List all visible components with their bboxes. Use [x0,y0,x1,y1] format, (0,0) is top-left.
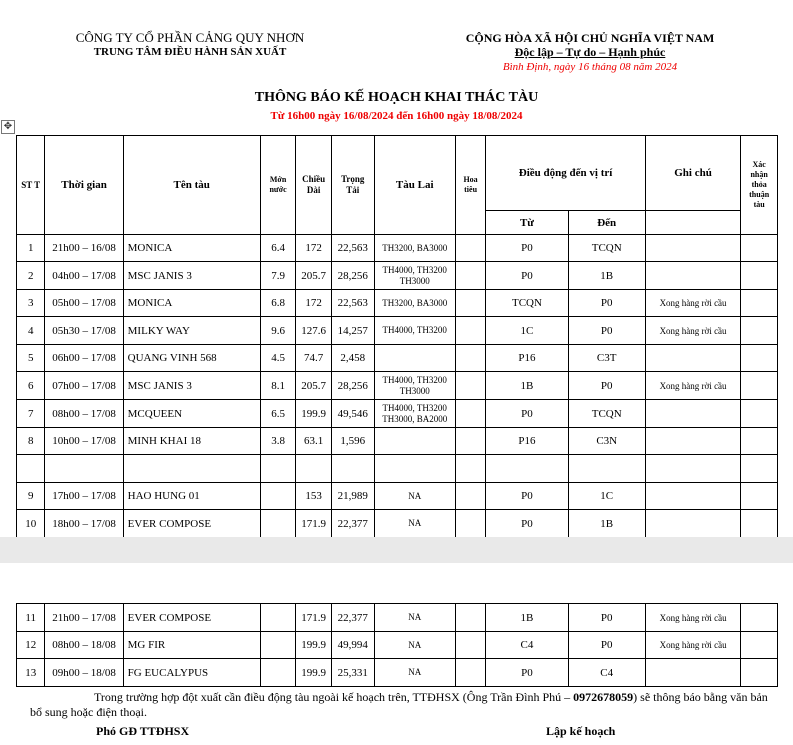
cell-note: Xong hàng rời cầu [645,372,741,400]
cell-pilot [455,455,485,483]
col-ship-header: Tên tàu [123,136,260,235]
cell-time: 08h00 – 18/08 [45,632,123,659]
cell-confirm [741,455,778,483]
cell-pilot [455,400,485,428]
cell-draft: 9.6 [260,317,296,345]
col-tug-header: Tàu Lai [374,136,455,235]
cell-draft: 7.9 [260,262,296,290]
cell-pilot [455,604,485,632]
cell-ship [123,455,260,483]
col-length-header: Chiều Dài [296,136,332,235]
col-note-subheader [645,211,741,235]
cell-confirm [741,510,778,538]
document-date: Bình Định, ngày 16 tháng 08 năm 2024 [502,61,678,73]
cell-from: P0 [486,235,568,262]
cell-note: Xong hàng rời cầu [645,290,741,317]
cell-note [645,659,741,687]
cell-confirm [741,290,778,317]
cell-time: 07h00 – 17/08 [45,372,123,400]
col-note-header: Ghi chú [645,136,741,211]
footer-text-before: Trong trường hợp đột xuất cần điều động tàu ngoài kế hoạch trên, TTĐHSX (Ông Trần Đình Phú – [94,690,574,704]
cell-pilot [455,235,485,262]
cell-ship: MSC JANIS 3 [123,262,260,290]
cell-to [568,455,645,483]
cell-length: 153 [296,483,332,510]
cell-tonnage: 49,546 [331,400,374,428]
cell-note [645,428,741,455]
cell-length: 63.1 [296,428,332,455]
signature-deputy-director: Phó GĐ TTĐHSX [96,724,190,738]
cell-length: 171.9 [296,510,332,538]
cell-stt: 9 [17,483,45,510]
col-confirm-header: Xác nhận thỏa thuận tàu [741,136,778,235]
cell-length: 127.6 [296,317,332,345]
cell-tonnage [331,455,374,483]
cell-length [296,455,332,483]
cell-time: 18h00 – 17/08 [45,510,123,538]
table-row [17,235,778,262]
cell-tonnage: 22,563 [331,235,374,262]
cell-ship: MILKY WAY [123,317,260,345]
footer-text-after: ) sẽ thông báo bằng văn bản bổ sung hoặc điện thoại. [30,690,768,719]
col-move-header: Điều động đến vị trí [486,136,646,211]
cell-tug: TH4000, TH3200 TH3000 [374,372,455,400]
cell-tonnage: 49,994 [331,632,374,659]
table-row [17,290,778,317]
table-row [17,372,778,400]
cell-confirm [741,400,778,428]
cell-from: 1B [486,372,568,400]
cell-stt: 2 [17,262,45,290]
cell-confirm [741,483,778,510]
footer-phone: 0972678059 [573,690,634,704]
cell-from: P0 [486,262,568,290]
cell-pilot [455,510,485,538]
col-time-header: Thời gian [45,136,123,235]
cell-ship: FG EUCALYPUS [123,659,260,687]
cell-from: P16 [486,428,568,455]
cell-length: 199.9 [296,632,332,659]
table-row [17,483,778,510]
cell-confirm [741,262,778,290]
cell-draft: 3.8 [260,428,296,455]
cell-draft [260,659,296,687]
cell-pilot [455,345,485,372]
cell-draft [260,455,296,483]
cell-note [645,262,741,290]
cell-from: P0 [486,659,568,687]
cell-pilot [455,317,485,345]
cell-stt: 10 [17,510,45,538]
cell-to: C3N [568,428,645,455]
cell-time: 08h00 – 17/08 [45,400,123,428]
signature-planner: Lập kế hoạch [546,724,616,738]
cell-time: 06h00 – 17/08 [45,345,123,372]
cell-from: P0 [486,400,568,428]
footer-note [30,690,770,720]
cell-from: P0 [486,483,568,510]
cell-time: 21h00 – 17/08 [45,604,123,632]
table-row [17,632,778,659]
cell-tug: NA [374,510,455,538]
table-move-handle-icon[interactable]: ✥ [1,120,15,134]
cell-tonnage: 22,563 [331,290,374,317]
cell-to: P0 [568,290,645,317]
cell-stt: 13 [17,659,45,687]
cell-from: 1C [486,317,568,345]
cell-tug: NA [374,483,455,510]
cell-ship: MSC JANIS 3 [123,372,260,400]
table-header-row [17,136,778,211]
cell-draft [260,483,296,510]
cell-to: P0 [568,317,645,345]
cell-ship: MINH KHAI 18 [123,428,260,455]
cell-tug: NA [374,604,455,632]
cell-pilot [455,262,485,290]
national-header [420,31,760,59]
table-row [17,455,778,483]
cell-note [645,345,741,372]
cell-tonnage: 22,377 [331,604,374,632]
cell-ship: EVER COMPOSE [123,510,260,538]
cell-ship: MG FIR [123,632,260,659]
col-pilot-header: Hoa tiêu [455,136,485,235]
table-row [17,604,778,632]
cell-tug: NA [374,632,455,659]
cell-draft: 6.8 [260,290,296,317]
cell-pilot [455,632,485,659]
cell-time: 04h00 – 17/08 [45,262,123,290]
cell-pilot [455,659,485,687]
cell-stt [17,455,45,483]
cell-from: P16 [486,345,568,372]
table-row [17,317,778,345]
cell-tug [374,455,455,483]
cell-to: TCQN [568,235,645,262]
cell-time: 09h00 – 18/08 [45,659,123,687]
cell-time [45,455,123,483]
cell-to: 1B [568,262,645,290]
col-from-header: Từ [486,211,568,235]
cell-note [645,483,741,510]
cell-length: 172 [296,235,332,262]
document-title: THÔNG BÁO KẾ HOẠCH KHAI THÁC TÀU [254,90,539,105]
cell-tug: TH4000, TH3200 [374,317,455,345]
cell-note [645,455,741,483]
cell-note [645,510,741,538]
cell-confirm [741,235,778,262]
cell-length: 74.7 [296,345,332,372]
cell-draft [260,632,296,659]
nation-motto: Độc lập – Tự do – Hạnh phúc [514,45,666,59]
cell-length: 199.9 [296,659,332,687]
cell-pilot [455,483,485,510]
cell-from [486,455,568,483]
cell-draft: 4.5 [260,345,296,372]
cell-time: 05h00 – 17/08 [45,290,123,317]
cell-ship: MCQUEEN [123,400,260,428]
cell-stt: 11 [17,604,45,632]
cell-note: Xong hàng rời cầu [645,632,741,659]
cell-length: 199.9 [296,400,332,428]
cell-ship: MONICA [123,235,260,262]
schedule-table [16,135,778,538]
document-subtitle: Từ 16h00 ngày 16/08/2024 đến 16h00 ngày 18/08/2024 [270,110,523,122]
cell-to: C4 [568,659,645,687]
cell-length: 171.9 [296,604,332,632]
cell-to: 1B [568,510,645,538]
cell-confirm [741,659,778,687]
cell-stt: 4 [17,317,45,345]
cell-pilot [455,428,485,455]
cell-length: 172 [296,290,332,317]
col-stt-header: ST T [17,136,45,235]
cell-ship: EVER COMPOSE [123,604,260,632]
cell-tug: TH3200, BA3000 [374,235,455,262]
col-to-header: Đến [568,211,645,235]
cell-tonnage: 28,256 [331,372,374,400]
cell-confirm [741,632,778,659]
cell-time: 21h00 – 16/08 [45,235,123,262]
cell-to: P0 [568,632,645,659]
cell-tug: NA [374,659,455,687]
cell-ship: MONICA [123,290,260,317]
cell-length: 205.7 [296,372,332,400]
cell-draft [260,510,296,538]
table-row [17,400,778,428]
cell-stt: 3 [17,290,45,317]
cell-confirm [741,317,778,345]
cell-tonnage: 25,331 [331,659,374,687]
table-row [17,510,778,538]
cell-length: 205.7 [296,262,332,290]
col-draft-header: Mớn nước [260,136,296,235]
cell-to: 1C [568,483,645,510]
cell-stt: 1 [17,235,45,262]
cell-draft: 8.1 [260,372,296,400]
cell-stt: 12 [17,632,45,659]
table-row [17,428,778,455]
cell-ship: HAO HUNG 01 [123,483,260,510]
cell-confirm [741,372,778,400]
cell-tug [374,428,455,455]
cell-from: C4 [486,632,568,659]
cell-from: 1B [486,604,568,632]
cell-stt: 7 [17,400,45,428]
page-break [0,537,793,563]
cell-stt: 6 [17,372,45,400]
col-tonnage-header: Trọng Tải [331,136,374,235]
cell-tug: TH4000, TH3200 TH3000, BA2000 [374,400,455,428]
cell-to: P0 [568,604,645,632]
cell-tonnage: 21,989 [331,483,374,510]
cell-tonnage: 28,256 [331,262,374,290]
cell-to: C3T [568,345,645,372]
cell-from: TCQN [486,290,568,317]
cell-time: 05h30 – 17/08 [45,317,123,345]
cell-confirm [741,428,778,455]
cell-note [645,400,741,428]
cell-confirm [741,345,778,372]
cell-tonnage: 1,596 [331,428,374,455]
company-name: CÔNG TY CỔ PHẦN CẢNG QUY NHƠN [75,30,305,45]
cell-pilot [455,372,485,400]
table-row [17,345,778,372]
cell-tug: TH3200, BA3000 [374,290,455,317]
cell-time: 10h00 – 17/08 [45,428,123,455]
cell-to: TCQN [568,400,645,428]
table-row [17,659,778,687]
cell-stt: 8 [17,428,45,455]
cell-note: Xong hàng rời cầu [645,604,741,632]
cell-tug: TH4000, TH3200 TH3000 [374,262,455,290]
table-row [17,262,778,290]
cell-pilot [455,290,485,317]
cell-time: 17h00 – 17/08 [45,483,123,510]
nation-title: CỘNG HÒA XÃ HỘI CHỦ NGHĨA VIỆT NAM [465,31,715,45]
cell-ship: QUANG VINH 568 [123,345,260,372]
cell-note [645,235,741,262]
schedule-table-continued [16,603,778,687]
cell-draft: 6.5 [260,400,296,428]
cell-tug [374,345,455,372]
cell-note: Xong hàng rời cầu [645,317,741,345]
cell-draft [260,604,296,632]
cell-draft: 6.4 [260,235,296,262]
company-header [40,31,340,59]
cell-tonnage: 14,257 [331,317,374,345]
cell-tonnage: 2,458 [331,345,374,372]
cell-confirm [741,604,778,632]
department-name: TRUNG TÂM ĐIỀU HÀNH SẢN XUẤT [93,46,287,58]
cell-from: P0 [486,510,568,538]
cell-stt: 5 [17,345,45,372]
cell-to: P0 [568,372,645,400]
cell-tonnage: 22,377 [331,510,374,538]
